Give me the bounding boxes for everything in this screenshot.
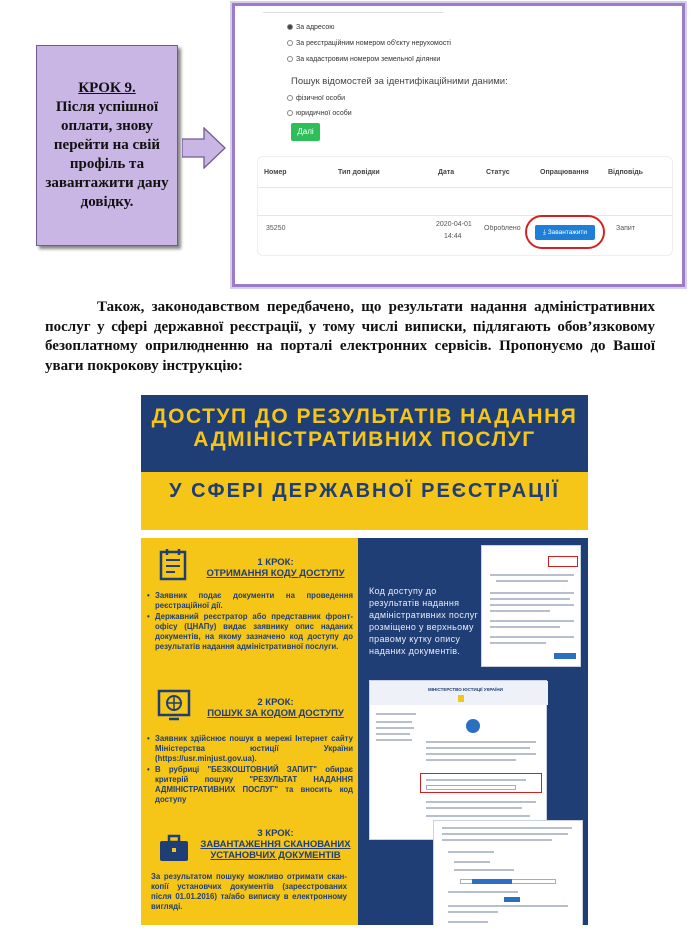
infographic-subtitle: У СФЕРІ ДЕРЖАВНОЇ РЕЄСТРАЦІЇ	[169, 480, 560, 502]
radio-icon	[287, 40, 293, 46]
step2-list	[147, 734, 353, 806]
search-criteria-highlight	[420, 773, 542, 793]
row-date: 2020-04-01	[436, 221, 472, 228]
radio-legal-entity[interactable]: юридичної особи	[287, 110, 352, 117]
step-title: КРОК 9.	[78, 80, 136, 96]
step1-title: 1 КРОК: ОТРИМАННЯ КОДУ ДОСТУПУ	[206, 557, 345, 579]
portal-screenshot	[232, 3, 685, 287]
step1-list	[147, 591, 353, 653]
divider	[258, 215, 672, 216]
radio-icon	[287, 110, 293, 116]
step3-title: 3 КРОК: ЗАВАНТАЖЕННЯ СКАНОВАНИХ УСТАНОВЧИХ ДОКУМЕНТІВ	[200, 828, 351, 861]
row-number: 35250	[266, 225, 286, 232]
document-preview	[481, 545, 581, 667]
col-type: Тип довідки	[338, 169, 380, 176]
col-status: Статус	[486, 169, 510, 176]
divider	[263, 12, 443, 13]
globe-search-icon	[157, 688, 191, 722]
arrow-right-icon	[182, 127, 226, 169]
access-code-highlight	[548, 556, 578, 567]
step3-text: За результатом пошуку можливо отримати скан-копії установчих документів (зареєстрованих після 01.01.2016) та/або виписку в електронному вигляді.	[151, 872, 347, 911]
radio-by-object-number[interactable]: За реєстраційним номером об'єкту нерухомості	[287, 40, 451, 47]
document-icon	[157, 547, 191, 581]
instruction-paragraph: Також, законодавством передбачено, що результати надання адміністративних послуг у сфері державної реєстрації, у тому числі виписки, підлягають обов’язковому безоплатному оприлюдненню на порталі електронних сервісів. Пропонуємо до Вашої уваги покрокову інструкцію:	[45, 299, 655, 374]
radio-icon	[287, 24, 293, 30]
step-text: Після успішної оплати, знову перейти на свій профіль та завантажити дану довідку.	[45, 99, 169, 210]
col-processing: Опрацювання	[540, 169, 589, 176]
download-highlight	[525, 215, 605, 249]
list-item: • Державний реєстратор або представник фронт-офісу (ЦНАПу) видає заявнику опис наданих документів, на якому зазначено код доступу до результатів надання адміністративної послуги.	[147, 612, 353, 652]
radio-icon	[287, 95, 293, 101]
list-item: • Заявник подає документи на проведення реєстраційної дії.	[147, 591, 353, 611]
row-answer: Запит	[616, 225, 636, 232]
infographic-title: ДОСТУП ДО РЕЗУЛЬТАТІВ НАДАННЯ АДМІНІСТРАТИВНИХ ПОСЛУГ	[151, 405, 578, 451]
ministry-site-preview	[369, 680, 547, 840]
step2-title: 2 КРОК: ПОШУК ЗА КОДОМ ДОСТУПУ	[207, 697, 344, 719]
col-number: Номер	[264, 169, 287, 176]
divider	[258, 187, 672, 188]
col-answer: Відповідь	[608, 169, 643, 176]
radio-individual[interactable]: фізичної особи	[287, 95, 345, 102]
row-time: 14:44	[444, 233, 462, 240]
download-button[interactable]: ⤓ Завантажити	[535, 225, 595, 240]
requests-table	[257, 156, 673, 256]
list-item: • Заявник здійснює пошук в мережі Інтернет сайту Міністерства юстиції України (https://usr.minjust.gov.ua).	[147, 734, 353, 764]
radio-icon	[287, 56, 293, 62]
briefcase-icon	[157, 831, 191, 865]
step-callout	[36, 45, 178, 246]
result-preview	[433, 820, 583, 925]
next-button[interactable]: Далі	[291, 123, 320, 141]
radio-by-cadastral-number[interactable]: За кадастровим номером земельної ділянки	[287, 56, 440, 63]
radio-by-address[interactable]: За адресою	[287, 24, 335, 31]
list-item: • В рубриці "БЕЗКОШТОВНИЙ ЗАПИТ" обирає критерій пошуку "РЕЗУЛЬТАТ НАДАННЯ АДМІНІСТРАТИВНИХ ПОСЛУГ" та вносить код доступу	[147, 765, 353, 805]
ministry-title: МІНІСТЕРСТВО ЮСТИЦІЇ УКРАЇНИ	[428, 687, 503, 692]
search-label: Пошук відомостей за ідентифікаційними даними:	[291, 76, 508, 87]
access-code-note: Код доступу до результатів надання адміністративних послуг розміщено у верхньому правому кутку опису наданих документів.	[369, 586, 479, 656]
col-date: Дата	[438, 169, 455, 176]
row-status: Оброблено	[484, 225, 521, 232]
infographic	[141, 395, 588, 925]
